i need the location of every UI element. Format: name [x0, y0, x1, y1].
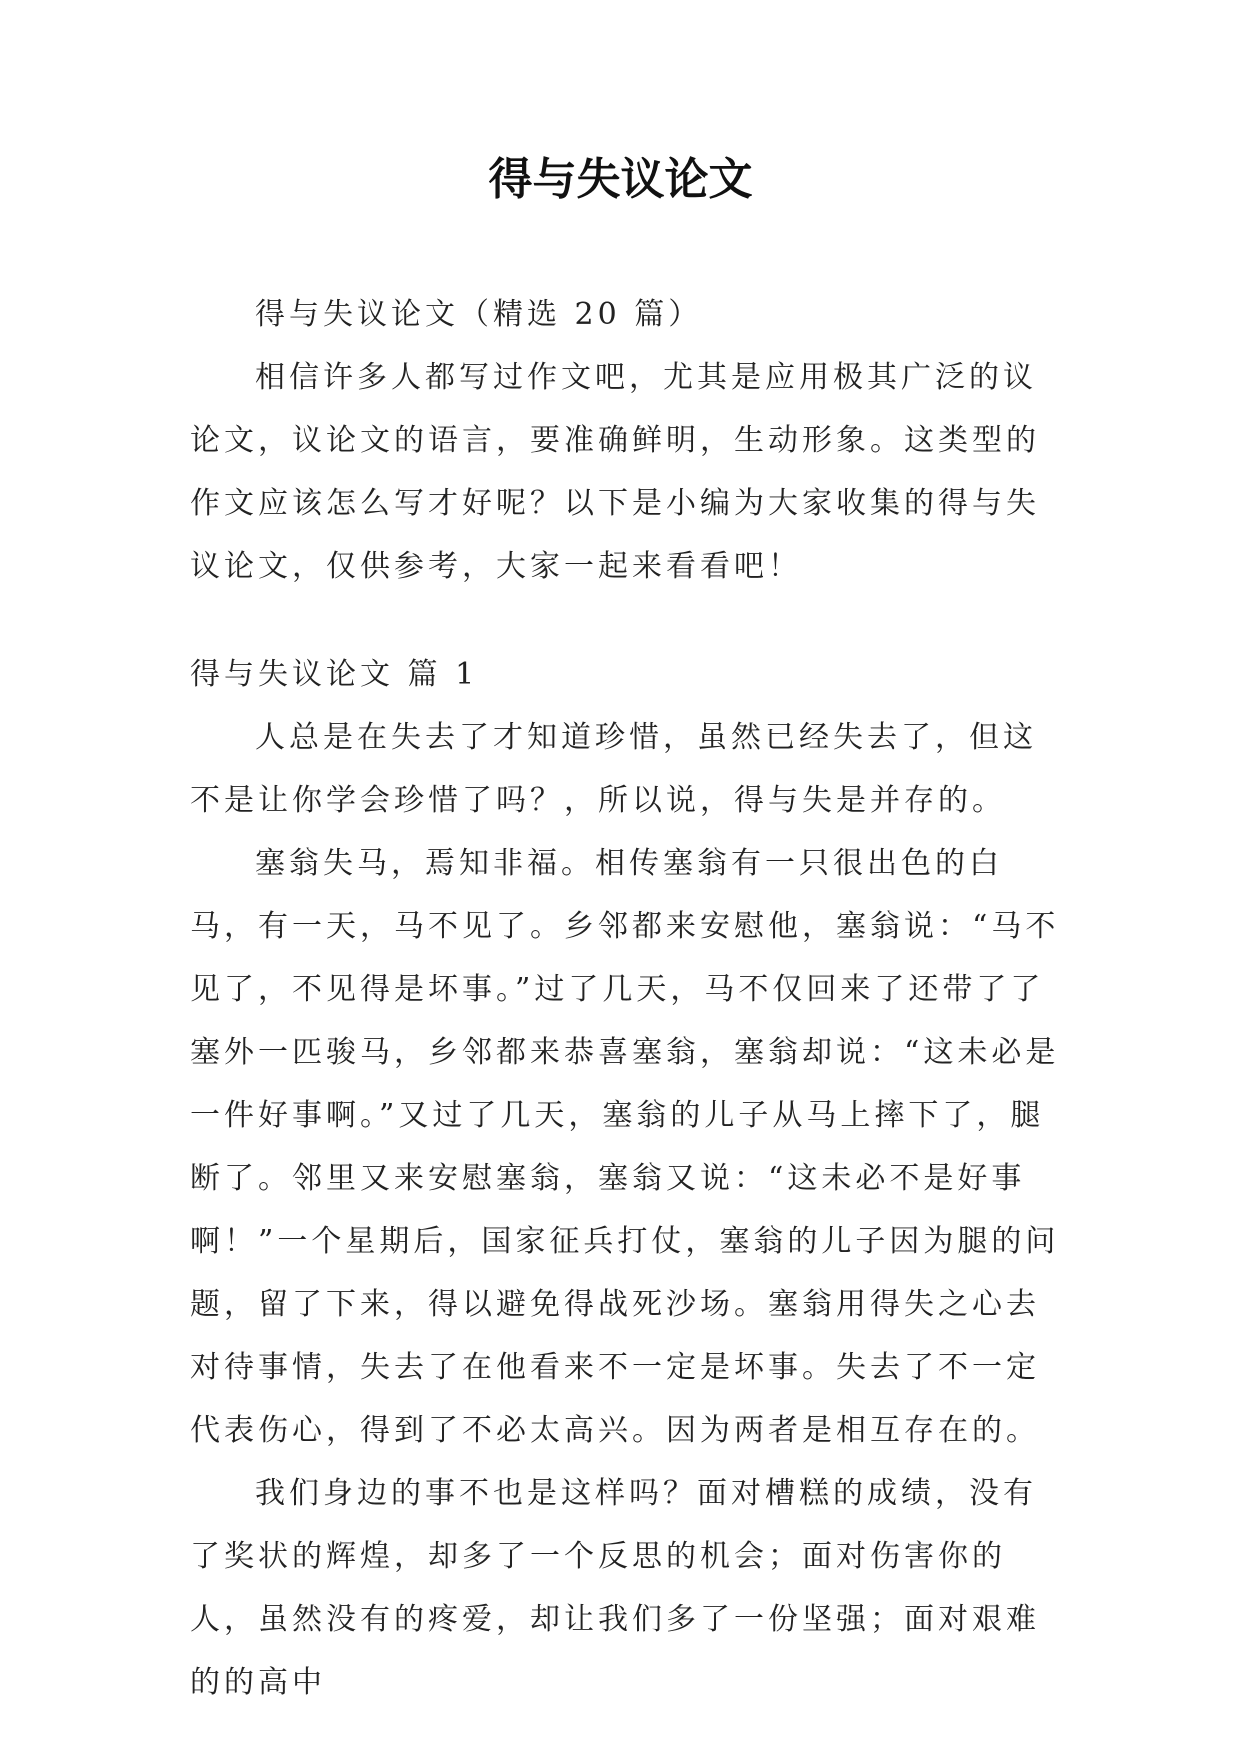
body-paragraph: 人总是在失去了才知道珍惜，虽然已经失去了，但这不是让你学会珍惜了吗？，所以说，得与失是并存的。: [190, 720, 1037, 818]
body-paragraph: 我们身边的事不也是这样吗？面对槽糕的成绩，没有了奖状的辉煌，却多了一个反思的机会；面对伤害你的人，虽然没有的疼爱，却让我们多了一份坚强；面对艰难的的高中: [190, 1476, 1040, 1700]
body-paragraph: 塞翁失马，焉知非福。相传塞翁有一只很出色的白马，有一天，马不见了。乡邻都来安慰他，塞翁说：“马不见了，不见得是坏事。”过了几天，马不仅回来了还带了了塞外一匹骏马，乡邻都来恭喜塞翁，塞翁却说：“这未必是一件好事啊。”又过了几天，塞翁的儿子从马上摔下了，腿断了。邻里又来安慰塞翁，塞翁又说：“这未必不是好事啊！”一个星期后，国家征兵打仗，塞翁的儿子因为腿的问题，留了下来，得以避免得战死沙场。塞翁用得失之心去对待事情，失去了在他看来不一定是坏事。失去了不一定代表伤心，得到了不必太高兴。因为两者是相互存在的。: [190, 846, 1060, 1448]
document-subtitle: 得与失议论文（精选 20 篇）: [255, 297, 703, 332]
document-body: [190, 283, 1060, 1714]
intro-paragraph: 相信许多人都写过作文吧，尤其是应用极其广泛的议论文，议论文的语言，要准确鲜明，生动形象。这类型的作文应该怎么写才好呢？以下是小编为大家收集的得与失议论文，仅供参考，大家一起来看看吧！: [190, 360, 1040, 584]
section-heading: 得与失议论文 篇 1: [190, 657, 479, 692]
document-title: 得与失议论文: [488, 154, 753, 205]
